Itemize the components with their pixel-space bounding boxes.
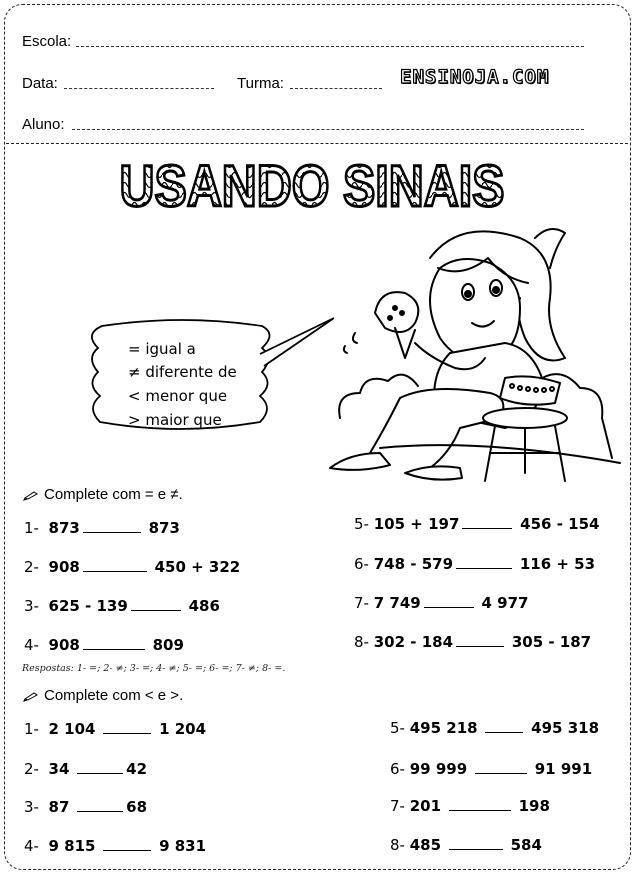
exercise-left: 87 — [48, 798, 70, 816]
exercise-right: 495 318 — [531, 719, 600, 737]
exercise-right: 68 — [126, 798, 148, 816]
exercise-1-1 — [24, 519, 180, 537]
exercise-left: 9 815 — [48, 837, 96, 855]
exercise-right: 9 831 — [159, 837, 207, 855]
header-divider — [6, 143, 628, 144]
exercise-1-8 — [354, 633, 591, 651]
exercise-right: 809 — [152, 636, 184, 654]
aluno-field[interactable] — [72, 129, 584, 130]
answers-key: Respostas: 1- =; 2- ≠; 3- =; 4- ≠; 5- =; 6- =; 7- ≠; 8- =. — [22, 663, 286, 674]
exercise-right: 42 — [126, 760, 148, 778]
exercise-num: 6- — [354, 555, 369, 573]
exercise-left: 2 104 — [48, 720, 96, 738]
answer-blank[interactable] — [83, 571, 147, 572]
aluno-label: Aluno: — [22, 116, 65, 133]
exercise-2-1 — [24, 720, 206, 738]
exercise-num: 6- — [390, 760, 405, 778]
exercise-left: 625 - 139 — [48, 597, 128, 615]
page-title: USANDO SINAIS — [119, 154, 505, 219]
exercise-1-6 — [354, 555, 595, 573]
exercise-left: 201 — [409, 797, 442, 815]
exercise-num: 7- — [390, 797, 405, 815]
exercise-num: 5- — [390, 719, 405, 737]
answer-blank[interactable] — [77, 811, 123, 812]
exercise-left: 748 - 579 — [373, 555, 454, 573]
exercise-right: 584 — [510, 836, 542, 854]
exercise-2-4 — [24, 837, 206, 855]
data-field[interactable] — [64, 88, 214, 89]
exercise-right: 486 — [188, 597, 220, 615]
title-graphic — [112, 150, 512, 220]
answer-blank[interactable] — [456, 568, 512, 569]
section2-instruction — [24, 687, 183, 704]
exercise-num: 3- — [24, 798, 39, 816]
bubble-line-not-equal: ≠ diferente de — [128, 363, 237, 381]
data-label: Data: — [22, 75, 58, 92]
turma-field[interactable] — [290, 88, 382, 89]
answer-blank[interactable] — [131, 610, 181, 611]
bubble-line-equal: = igual a — [128, 340, 196, 358]
exercise-2-5 — [390, 719, 599, 737]
exercise-right: 116 + 53 — [519, 555, 596, 573]
exercise-num: 1- — [24, 519, 39, 537]
answer-blank[interactable] — [83, 649, 145, 650]
exercise-left: 485 — [409, 836, 442, 854]
exercise-1-2 — [24, 558, 240, 576]
exercise-num: 5- — [354, 515, 369, 533]
exercise-num: 2- — [24, 760, 39, 778]
pencil-icon — [24, 692, 38, 701]
speech-bubble — [82, 316, 352, 456]
exercise-2-3 — [24, 798, 147, 816]
exercise-1-7 — [354, 594, 529, 612]
exercise-1-5 — [354, 515, 599, 533]
exercise-1-4 — [24, 636, 184, 654]
exercise-right: 91 991 — [534, 760, 593, 778]
answer-blank[interactable] — [449, 849, 503, 850]
answer-blank[interactable] — [103, 733, 151, 734]
exercise-num: 4- — [24, 636, 39, 654]
exercise-left: 105 + 197 — [373, 515, 460, 533]
exercise-num: 1- — [24, 720, 39, 738]
answer-blank[interactable] — [485, 732, 523, 733]
bubble-line-greater: > maior que — [128, 411, 222, 429]
exercise-right: 873 — [148, 519, 180, 537]
exercise-left: 7 749 — [373, 594, 421, 612]
answer-blank[interactable] — [462, 528, 512, 529]
answer-blank[interactable] — [475, 773, 527, 774]
exercise-left: 302 - 184 — [373, 633, 454, 651]
exercise-num: 3- — [24, 597, 39, 615]
exercise-right: 198 — [518, 797, 550, 815]
exercise-left: 873 — [48, 519, 80, 537]
exercise-2-7 — [390, 797, 550, 815]
exercise-right: 456 - 154 — [520, 515, 600, 533]
exercise-right: 4 977 — [481, 594, 529, 612]
pencil-icon — [24, 491, 38, 500]
exercise-2-6 — [390, 760, 592, 778]
exercise-right: 305 - 187 — [511, 633, 592, 651]
exercise-num: 8- — [390, 836, 405, 854]
section1-instruction — [24, 486, 183, 503]
section2-instruction-text: Complete com < e >. — [44, 687, 184, 704]
exercise-left: 34 — [48, 760, 70, 778]
exercise-left: 908 — [48, 636, 80, 654]
exercise-right: 1 204 — [159, 720, 207, 738]
exercise-num: 4- — [24, 837, 39, 855]
escola-label: Escola: — [22, 33, 72, 50]
exercise-2-2 — [24, 760, 147, 778]
girl-illustration — [320, 218, 620, 488]
answer-blank[interactable] — [449, 810, 511, 811]
exercise-left: 99 999 — [409, 760, 468, 778]
exercise-num: 7- — [354, 594, 369, 612]
exercise-left: 908 — [48, 558, 80, 576]
exercise-1-3 — [24, 597, 220, 615]
bubble-line-less: < menor que — [128, 387, 228, 405]
answer-blank[interactable] — [424, 607, 474, 608]
answer-blank[interactable] — [456, 646, 504, 647]
exercise-right: 450 + 322 — [154, 558, 241, 576]
answer-blank[interactable] — [83, 532, 141, 533]
site-logo: ENSINOJA.COM — [400, 66, 550, 88]
answer-blank[interactable] — [77, 773, 123, 774]
exercise-left: 495 218 — [409, 719, 478, 737]
exercise-num: 2- — [24, 558, 39, 576]
turma-label: Turma: — [237, 75, 284, 92]
answer-blank[interactable] — [103, 850, 151, 851]
section1-instruction-text: Complete com = e ≠. — [44, 486, 183, 503]
exercise-2-8 — [390, 836, 542, 854]
exercise-num: 8- — [354, 633, 369, 651]
escola-field[interactable] — [76, 46, 584, 47]
